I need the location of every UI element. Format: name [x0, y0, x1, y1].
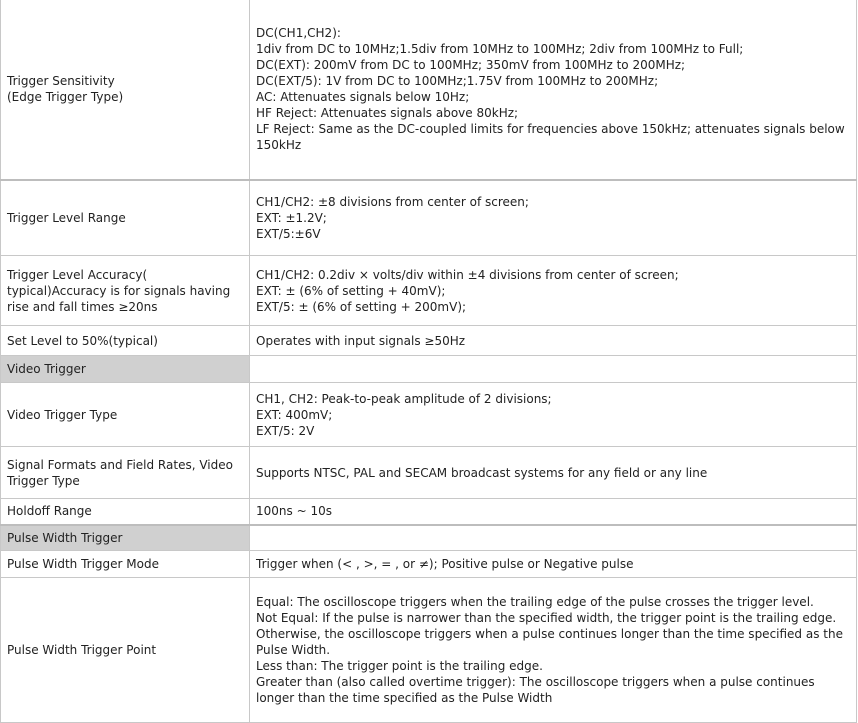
spec-label: Trigger Sensitivity (Edge Trigger Type) — [1, 0, 250, 180]
spec-value: DC(CH1,CH2): 1div from DC to 10MHz;1.5div from 10MHz to 100MHz; 2div from 100MHz to Full; DC(EXT): 200mV from DC to 100MHz; 350mV from 100MHz to 200MHz; DC(EXT/5): 1V from DC to 100MHz;1.75V from 100MHz to 200MHz; AC: Attenuates signals below 10Hz; HF Reject: Attenuates signals above 80kHz; LF Reject: Same as the DC-coupled limits for frequencies above 150kHz; attenuates signals below 150kHz — [250, 0, 857, 180]
spec-value: Operates with input signals ≥50Hz — [250, 326, 857, 356]
section-title: Video Trigger — [1, 356, 250, 383]
spec-row-signal-formats — [1, 447, 857, 499]
spec-label: Trigger Level Range — [1, 180, 250, 256]
spec-label: Video Trigger Type — [1, 383, 250, 447]
spec-label: Set Level to 50%(typical) — [1, 326, 250, 356]
spec-row-trigger-level-accuracy — [1, 256, 857, 326]
section-row-video-trigger — [1, 356, 857, 383]
spec-value: Trigger when (< , >, = , or ≠); Positive pulse or Negative pulse — [250, 551, 857, 578]
spec-value: CH1/CH2: ±8 divisions from center of screen; EXT: ±1.2V; EXT/5:±6V — [250, 180, 857, 256]
section-row-pulse-width-trigger — [1, 525, 857, 551]
spec-row-holdoff-range — [1, 499, 857, 525]
spec-label: Trigger Level Accuracy( typical)Accuracy is for signals having rise and fall times ≥20ns — [1, 256, 250, 326]
spec-value: CH1/CH2: 0.2div × volts/div within ±4 divisions from center of screen; EXT: ± (6% of setting + 40mV); EXT/5: ± (6% of setting + 200mV); — [250, 256, 857, 326]
spec-value: Supports NTSC, PAL and SECAM broadcast systems for any field or any line — [250, 447, 857, 499]
spec-value — [250, 525, 857, 551]
spec-label: Pulse Width Trigger Mode — [1, 551, 250, 578]
spec-label: Signal Formats and Field Rates, Video Trigger Type — [1, 447, 250, 499]
spec-row-pulse-width-trigger-point — [1, 578, 857, 723]
section-title: Pulse Width Trigger — [1, 525, 250, 551]
spec-value: 100ns ~ 10s — [250, 499, 857, 525]
spec-value: Equal: The oscilloscope triggers when the trailing edge of the pulse crosses the trigger level. Not Equal: If the pulse is narrower than the specified width, the trigger point is the trailing edge. Otherwise, the oscilloscope triggers when a pulse continues longer than the time specified as the Pulse Width. Less than: The trigger point is the trailing edge. Greater than (also called overtime trigger): The oscilloscope triggers when a pulse continues longer than the time specified as the Pulse Width — [250, 578, 857, 723]
spec-label: Pulse Width Trigger Point — [1, 578, 250, 723]
spec-value — [250, 356, 857, 383]
spec-row-video-trigger-type — [1, 383, 857, 447]
spec-row-set-level — [1, 326, 857, 356]
spec-row-trigger-level-range — [1, 180, 857, 256]
spec-row-pulse-width-trigger-mode — [1, 551, 857, 578]
spec-row-trigger-sensitivity — [1, 0, 857, 180]
spec-label: Holdoff Range — [1, 499, 250, 525]
spec-value: CH1, CH2: Peak-to-peak amplitude of 2 divisions; EXT: 400mV; EXT/5: 2V — [250, 383, 857, 447]
